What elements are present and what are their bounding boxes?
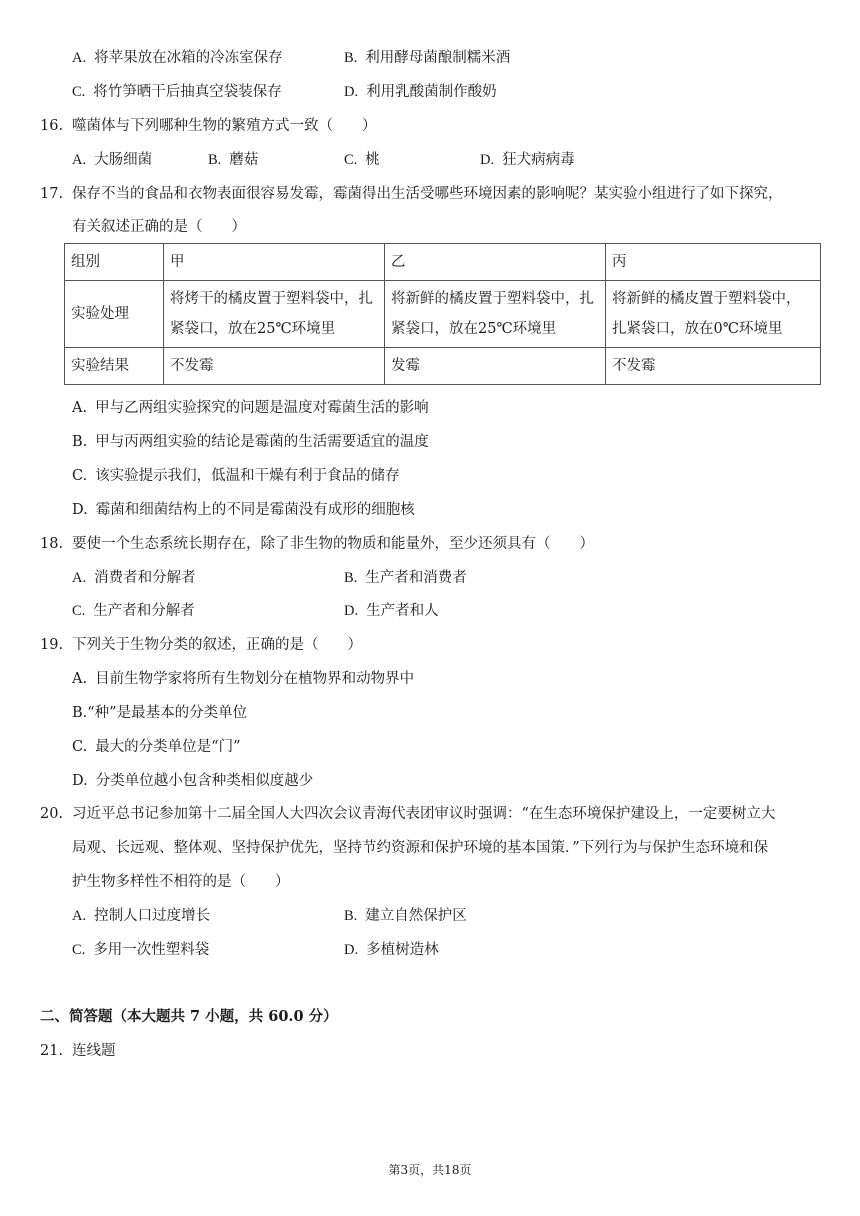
q19-option-d: D. 分类单位越小包含种类相似度越少 xyxy=(72,773,314,789)
q19-stem: 下列关于生物分类的叙述，正确的是（ ） xyxy=(72,637,362,653)
q16-stem: 噬菌体与下列哪种生物的繁殖方式一致（ ） xyxy=(72,118,377,134)
q18-options-row-1 xyxy=(72,568,812,588)
q17-stem-line-2: 有关叙述正确的是（ ） xyxy=(72,219,246,235)
q17-option-a: A. 甲与乙两组实验探究的问题是温度对霉菌生活的影响 xyxy=(72,400,429,416)
table-cell: 将新鲜的橘皮置于塑料袋中，扎紧袋口，放在25℃环境里 xyxy=(385,281,606,348)
q19-number: 19. xyxy=(40,637,64,653)
section-heading: 二、简答题（本大题共 7 小题，共 60.0 分） xyxy=(40,1008,338,1025)
q20-option-b: B. 建立自然保护区 xyxy=(344,908,467,924)
q20-option-c: C. 多用一次性塑料袋 xyxy=(72,942,210,958)
q16-number: 16. xyxy=(40,118,64,134)
q20-option-d: D. 多植树造林 xyxy=(344,942,439,958)
q16-option-c: C. 桃 xyxy=(344,152,380,168)
q21-stem: 连线题 xyxy=(72,1043,116,1059)
q15-options-row-1 xyxy=(72,48,812,68)
table-cell: 不发霉 xyxy=(164,348,385,385)
q15-option-a: A. 将苹果放在冰箱的冷冻室保存 xyxy=(72,50,283,66)
q16-options-row xyxy=(72,150,812,170)
page-footer: 第3页，共18页 xyxy=(388,1163,472,1177)
q16-option-a: A. 大肠细菌 xyxy=(72,152,153,168)
q21-number: 21. xyxy=(40,1043,64,1059)
q18-options-row-2 xyxy=(72,601,812,621)
table-cell: 组别 xyxy=(65,244,164,281)
table-cell: 甲 xyxy=(164,244,385,281)
q20-stem-line-1: 习近平总书记参加第十二届全国人大四次会议青海代表团审议时强调：“在生态环境保护建设上，一定要树立大 xyxy=(72,806,776,822)
table-cell: 将烤干的橘皮置于塑料袋中，扎紧袋口，放在25℃环境里 xyxy=(164,281,385,348)
q16-option-b: B. 蘑菇 xyxy=(208,152,259,168)
q20-options-row-2 xyxy=(72,940,812,960)
table-row xyxy=(65,244,821,281)
table-row xyxy=(65,348,821,385)
q20-number: 20. xyxy=(40,806,64,822)
q17-stem-line-1: 保存不当的食品和衣物表面很容易发霉，霉菌得出生活受哪些环境因素的影响呢？某实验小组进行了如下探究， xyxy=(72,186,783,202)
q15-option-d: D. 利用乳酸菌制作酸奶 xyxy=(344,84,497,100)
q17-experiment-table xyxy=(64,243,821,385)
q19-option-b: B.“种”是最基本的分类单位 xyxy=(72,705,248,721)
table-cell: 乙 xyxy=(385,244,606,281)
q18-option-b: B. 生产者和消费者 xyxy=(344,570,467,586)
q17-option-d: D. 霉菌和细菌结构上的不同是霉菌没有成形的细胞核 xyxy=(72,502,415,518)
q16-option-d: D. 狂犬病病毒 xyxy=(480,152,575,168)
q18-option-c: C. 生产者和分解者 xyxy=(72,603,195,619)
table-cell: 实验处理 xyxy=(65,281,164,348)
q20-stem-line-3: 护生物多样性不相符的是（ ） xyxy=(72,874,290,890)
q18-stem: 要使一个生态系统长期存在，除了非生物的物质和能量外，至少还须具有（ ） xyxy=(72,536,594,552)
table-cell: 实验结果 xyxy=(65,348,164,385)
q20-stem-line-2: 局观、长远观、整体观、坚持保护优先，坚持节约资源和保护环境的基本国策．”下列行为与保护生态环境和保 xyxy=(72,840,769,856)
table-cell: 将新鲜的橘皮置于塑料袋中，扎紧袋口，放在0℃环境里 xyxy=(606,281,821,348)
table-cell: 不发霉 xyxy=(606,348,821,385)
table-row xyxy=(65,281,821,348)
q19-option-a: A. 目前生物学家将所有生物划分在植物界和动物界中 xyxy=(72,671,415,687)
q18-option-a: A. 消费者和分解者 xyxy=(72,570,196,586)
q20-option-a: A. 控制人口过度增长 xyxy=(72,908,211,924)
q19-option-c: C. 最大的分类单位是“门” xyxy=(72,739,241,755)
table-cell: 发霉 xyxy=(385,348,606,385)
q20-options-row-1 xyxy=(72,906,812,926)
q18-option-d: D. 生产者和人 xyxy=(344,603,439,619)
q15-option-c: C. 将竹笋晒干后抽真空袋装保存 xyxy=(72,84,282,100)
q17-option-b: B. 甲与丙两组实验的结论是霉菌的生活需要适宜的温度 xyxy=(72,434,429,450)
q17-number: 17. xyxy=(40,186,64,202)
table-cell: 丙 xyxy=(606,244,821,281)
q15-options-row-2 xyxy=(72,82,812,102)
q18-number: 18. xyxy=(40,536,64,552)
q17-option-c: C. 该实验提示我们，低温和干燥有利于食品的储存 xyxy=(72,468,400,484)
q15-option-b: B. 利用酵母菌酿制糯米酒 xyxy=(344,50,511,66)
